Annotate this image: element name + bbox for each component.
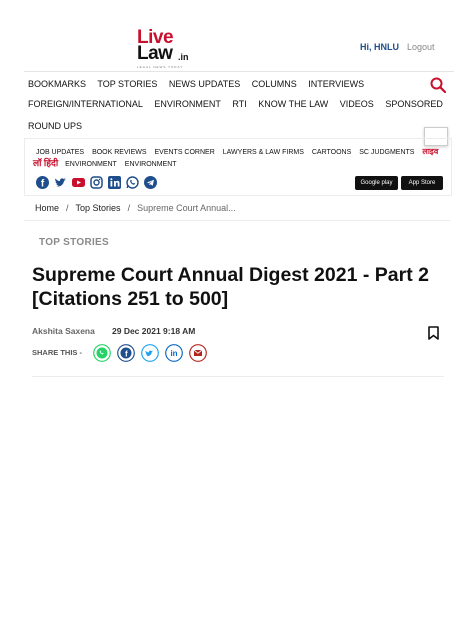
logo-tld-text: .in: [178, 52, 189, 62]
nav-know-the-law[interactable]: KNOW THE LAW: [258, 99, 329, 109]
main-nav-row-1: [28, 79, 373, 89]
logo-law-text: Law: [137, 43, 173, 64]
nav-interviews[interactable]: INTERVIEWS: [308, 79, 365, 89]
nav-videos[interactable]: VIDEOS: [339, 99, 374, 109]
email-share-icon[interactable]: [189, 344, 207, 362]
article-category[interactable]: TOP STORIES: [39, 237, 109, 248]
whatsapp-share-icon[interactable]: [93, 344, 111, 362]
header-divider: [24, 71, 454, 72]
subnav-cartoons[interactable]: CARTOONS: [311, 149, 352, 156]
logo-live-text: Live: [137, 27, 174, 48]
subnav-hindi-law[interactable]: लॉ हिंदी: [33, 158, 59, 168]
main-nav-row-3: [28, 121, 82, 131]
logout-link[interactable]: Logout: [407, 42, 435, 52]
nav-columns[interactable]: COLUMNS: [251, 79, 297, 89]
subnav-events-corner[interactable]: EVENTS CORNER: [154, 149, 215, 156]
share-label: SHARE THIS -: [32, 348, 83, 357]
subnav-sc-judgments[interactable]: SC JUDGMENTS: [359, 149, 415, 156]
subnav-environment-1[interactable]: ENVIRONMENT: [65, 161, 117, 168]
svg-text:in: in: [170, 349, 178, 359]
breadcrumb-separator: /: [127, 203, 131, 213]
breadcrumb-separator: /: [66, 203, 69, 213]
bookmark-icon[interactable]: [428, 326, 439, 340]
facebook-icon[interactable]: [36, 176, 49, 189]
app-store-badge[interactable]: [401, 176, 443, 190]
article-date: 29 Dec 2021 9:18 AM: [112, 326, 196, 336]
breadcrumb: [35, 203, 236, 213]
subnav-environment-2[interactable]: ENVIRONMENT: [124, 161, 177, 168]
svg-text:f: f: [124, 349, 128, 359]
twitter-share-icon[interactable]: [141, 344, 159, 362]
instagram-icon[interactable]: [90, 176, 103, 189]
nav-rti[interactable]: RTI: [232, 99, 247, 109]
nav-bookmarks[interactable]: BOOKMARKS: [28, 79, 87, 89]
subnav-lawyers-law-firms[interactable]: LAWYERS & LAW FIRMS: [222, 149, 304, 156]
google-play-label: Google play: [360, 180, 393, 186]
secondary-nav-row-2: [33, 156, 183, 169]
user-greeting[interactable]: Hi, HNLU: [360, 42, 399, 52]
linkedin-share-icon[interactable]: [165, 344, 183, 362]
youtube-icon[interactable]: [72, 176, 85, 189]
telegram-icon[interactable]: [144, 176, 157, 189]
main-nav-row-2: [28, 99, 452, 109]
logo-tagline: LEGAL NEWS TODAY: [137, 65, 184, 69]
search-icon[interactable]: [430, 77, 446, 93]
subnav-book-reviews[interactable]: BOOK REVIEWS: [92, 149, 147, 156]
subnav-hindi-live[interactable]: लाइव: [422, 147, 439, 156]
facebook-share-icon[interactable]: [117, 344, 135, 362]
svg-text:f: f: [40, 178, 45, 189]
article-author[interactable]: Akshita Saxena: [32, 326, 95, 336]
nav-sponsored[interactable]: SPONSORED: [385, 99, 443, 109]
nav-foreign-international[interactable]: FOREIGN/INTERNATIONAL: [28, 99, 143, 109]
nav-environment[interactable]: ENVIRONMENT: [154, 99, 221, 109]
google-play-badge[interactable]: [355, 176, 398, 190]
nav-news-updates[interactable]: NEWS UPDATES: [168, 79, 241, 89]
app-store-label: App Store: [408, 180, 436, 186]
nav-round-ups[interactable]: ROUND UPS: [28, 121, 83, 131]
breadcrumb-home[interactable]: Home: [35, 203, 60, 213]
nav-top-stories[interactable]: TOP STORIES: [97, 79, 158, 89]
twitter-icon[interactable]: [54, 176, 67, 189]
article-header-divider: [32, 376, 444, 377]
whatsapp-icon[interactable]: [126, 176, 139, 189]
livelaw-logo[interactable]: [137, 27, 201, 69]
subnav-job-updates[interactable]: JOB UPDATES: [36, 149, 85, 156]
breadcrumb-top-stories[interactable]: Top Stories: [75, 203, 121, 213]
breadcrumb-current: Supreme Court Annual...: [137, 203, 236, 213]
article-title: Supreme Court Annual Digest 2021 - Part 2 [Citations 251 to 500]: [32, 264, 429, 310]
linkedin-icon[interactable]: [108, 176, 121, 189]
